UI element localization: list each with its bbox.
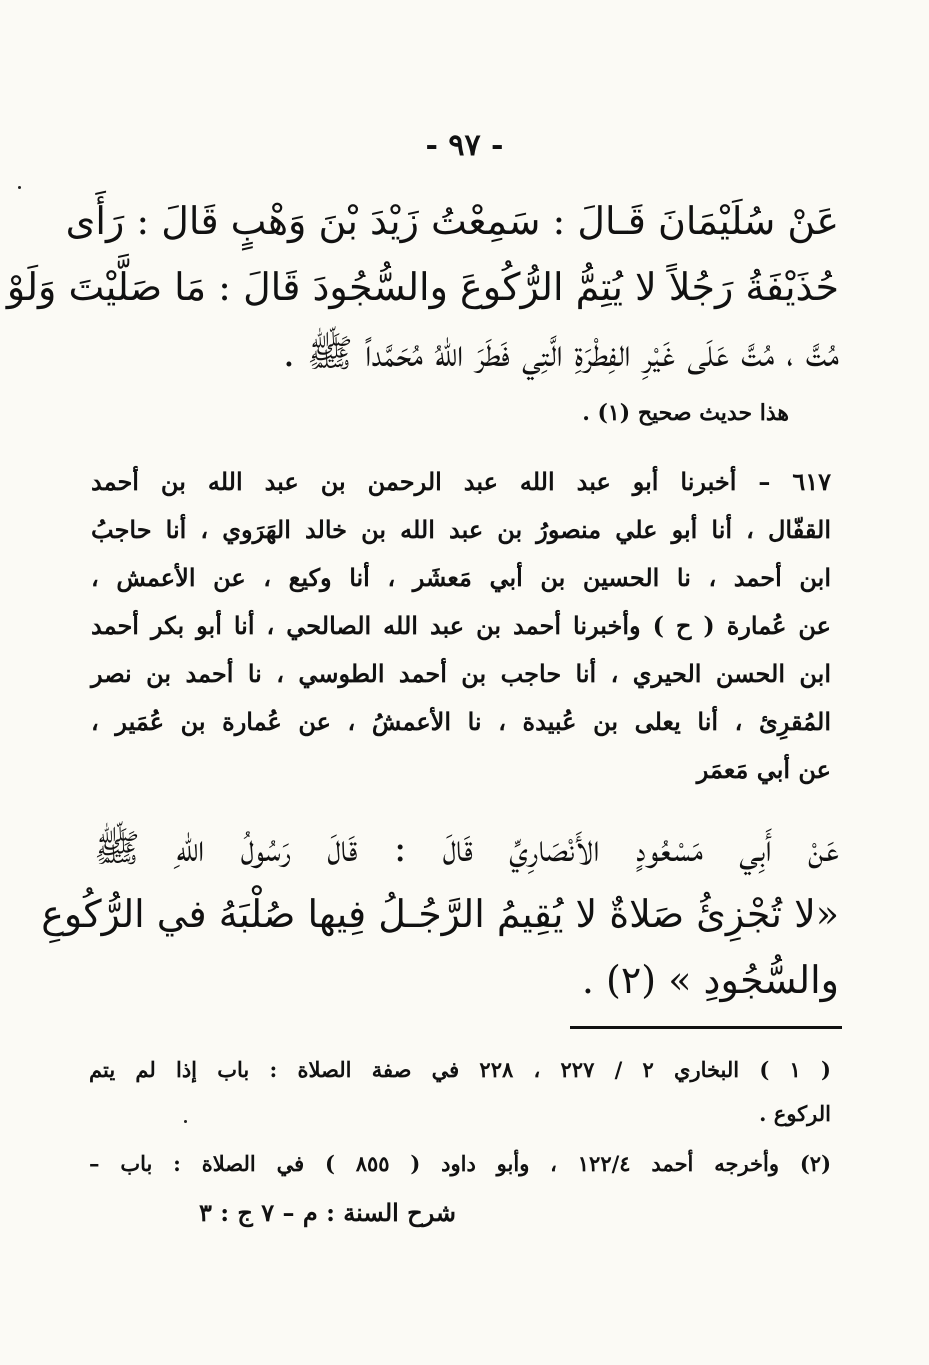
hadith-1-line: عَنْ سُلَيْمَانَ قَـالَ : سَمِعْتُ زَيْدَ بْنَ وَهْبٍ قَالَ : رَأَى bbox=[65, 199, 839, 243]
isnad-line: عن عُمارة ( ح ) وأخبرنا أحمد بن عبد الله الصالحي ، أنا أبو بكر أحمد bbox=[91, 611, 831, 640]
footnote-line: الركوع . bbox=[759, 1101, 831, 1126]
footnotes bbox=[89, 1048, 831, 1186]
footnote-divider bbox=[570, 1026, 842, 1029]
isnad-line: القفّال ، أنا أبو علي منصورُ بن عبد الله بن خالد الهَرَوي ، أنا حاجبُ bbox=[91, 515, 831, 544]
scan-speck bbox=[18, 186, 21, 189]
isnad-line: ابن الحسن الحيري ، أنا حاجب بن أحمد الطوسي ، نا أحمد بن نصر bbox=[91, 659, 831, 688]
hadith-2-text bbox=[41, 815, 839, 1013]
footnote-line: (٢) وأخرجه أحمد ١٢٢/٤ ، وأبو داود ( ٨٥٥ ) في الصلاة : باب – bbox=[89, 1151, 831, 1176]
hadith-1-line: حُذَيْفَةُ رَجُلاً لا يُتِمُّ الرُّكُوعَ والسُّجُودَ قَالَ : مَا صَلَّيْتَ وَلَوْ bbox=[6, 265, 839, 309]
page-number: - ٩٧ - bbox=[425, 128, 504, 163]
hadith-2-line: والسُّجُودِ » (٢) . bbox=[581, 958, 839, 1002]
printer-signature: شرح السنة : م – ٧ ج : ٣ bbox=[198, 1198, 456, 1227]
scan-speck bbox=[184, 1120, 187, 1123]
hadith-1-line: مُتَّ ، مُتَّ عَلَى غَيْرِ الفِطْرَةِ الَّتِي فَطَرَ اللهُ مُحَمَّداً ﷺ . bbox=[282, 331, 839, 375]
hadith-2-line: عَنْ أَبِي مَسْعُودٍ الأَنْصَارِيِّ قَالَ : قَالَ رَسُولُ اللهِ ﷺ bbox=[94, 826, 839, 870]
isnad-line: المُقرِئ ، أنا يعلى بن عُبيدة ، نا الأعمشُ ، عن عُمارة بن عُمَير ، bbox=[91, 707, 831, 736]
hadith-2-line: «لا تُجْزِئُ صَلاةٌ لا يُقِيمُ الرَّجُـلُ فِيها صُلْبَهُ في الرُّكُوعِ bbox=[41, 892, 839, 936]
isnad-line: ٦١٧ – أخبرنا أبو عبد الله عبد الرحمن بن عبد الله بن أحمد bbox=[91, 467, 831, 496]
isnad-line: ابن أحمد ، نا الحسين بن أبي مَعشَر ، أنا وكيع ، عن الأعمش ، bbox=[91, 563, 831, 592]
hadith-1-text bbox=[6, 188, 839, 386]
isnad-chain bbox=[91, 458, 831, 794]
isnad-line: عن أبي مَعمَر bbox=[696, 755, 831, 784]
footnote-line: ( ١ ) البخاري ٢ / ٢٢٧ ، ٢٢٨ في صفة الصلاة : باب إذا لم يتم bbox=[89, 1057, 831, 1082]
hadith-grade: هذا حديث صحيح (١) . bbox=[582, 400, 789, 426]
